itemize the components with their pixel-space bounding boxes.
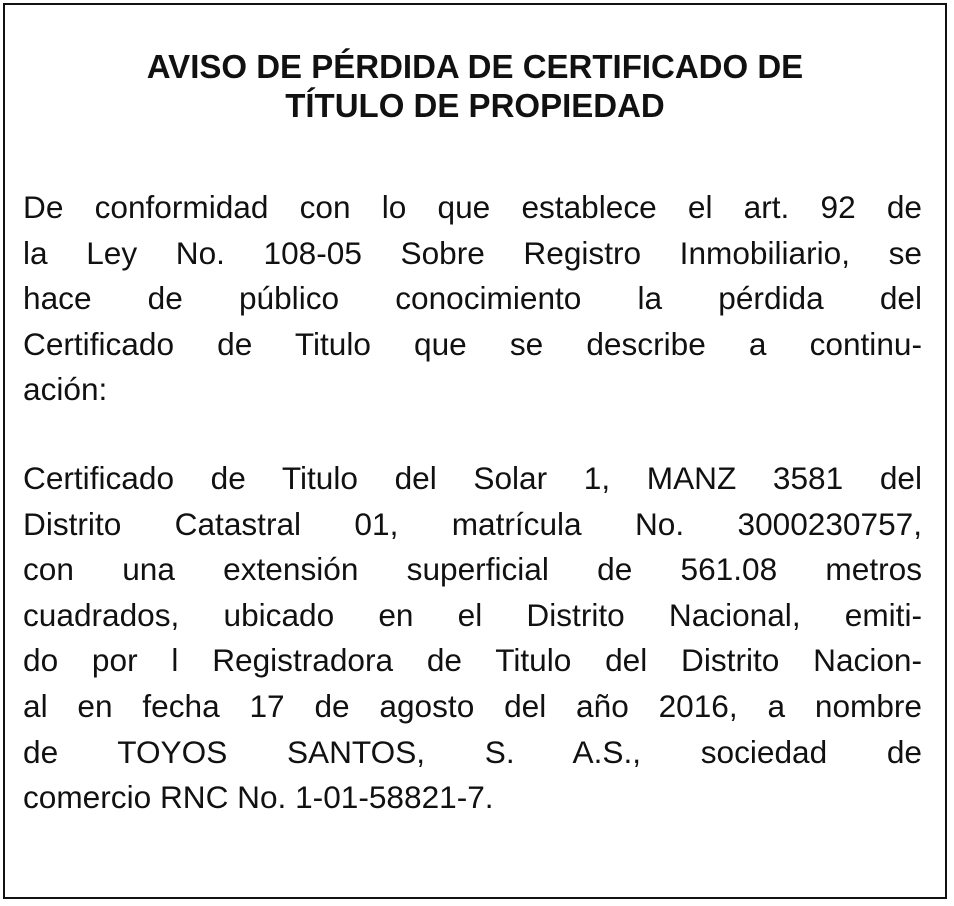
paragraph-line: de TOYOS SANTOS, S. A.S., sociedad de (23, 733, 922, 770)
paragraph-line: la Ley No. 108-05 Sobre Registro Inmobiliario, se (23, 234, 922, 271)
paragraph-line: cuadrados, ubicado en el Distrito Nacional, emiti- (23, 596, 922, 633)
paragraph-line: comercio RNC No. 1-01-58821-7. (23, 779, 494, 816)
title-line-2: TÍTULO DE PROPIEDAD (285, 87, 665, 124)
legal-basis-paragraph (23, 185, 922, 413)
certificate-description-paragraph (23, 456, 922, 821)
paragraph-line: ación: (23, 371, 108, 408)
paragraph-line: Certificado de Titulo que se describe a continu- (23, 325, 922, 362)
notice-title (25, 47, 925, 125)
paragraph-line: al en fecha 17 de agosto del año 2016, a nombre (23, 687, 922, 724)
paragraph-line: Distrito Catastral 01, matrícula No. 3000230757, (23, 505, 922, 542)
notice-box (3, 3, 947, 899)
paragraph-line: do por l Registradora de Titulo del Distrito Nacion- (23, 642, 922, 679)
title-line-1: AVISO DE PÉRDIDA DE CERTIFICADO DE (146, 48, 804, 85)
paragraph-line: con una extensión superficial de 561.08 metros (23, 551, 922, 588)
paragraph-line: hace de público conocimiento la pérdida del (23, 280, 922, 317)
paragraph-line: Certificado de Titulo del Solar 1, MANZ 3581 del (23, 460, 922, 496)
paragraph-line: De conformidad con lo que establece el art. 92 de (23, 189, 922, 225)
